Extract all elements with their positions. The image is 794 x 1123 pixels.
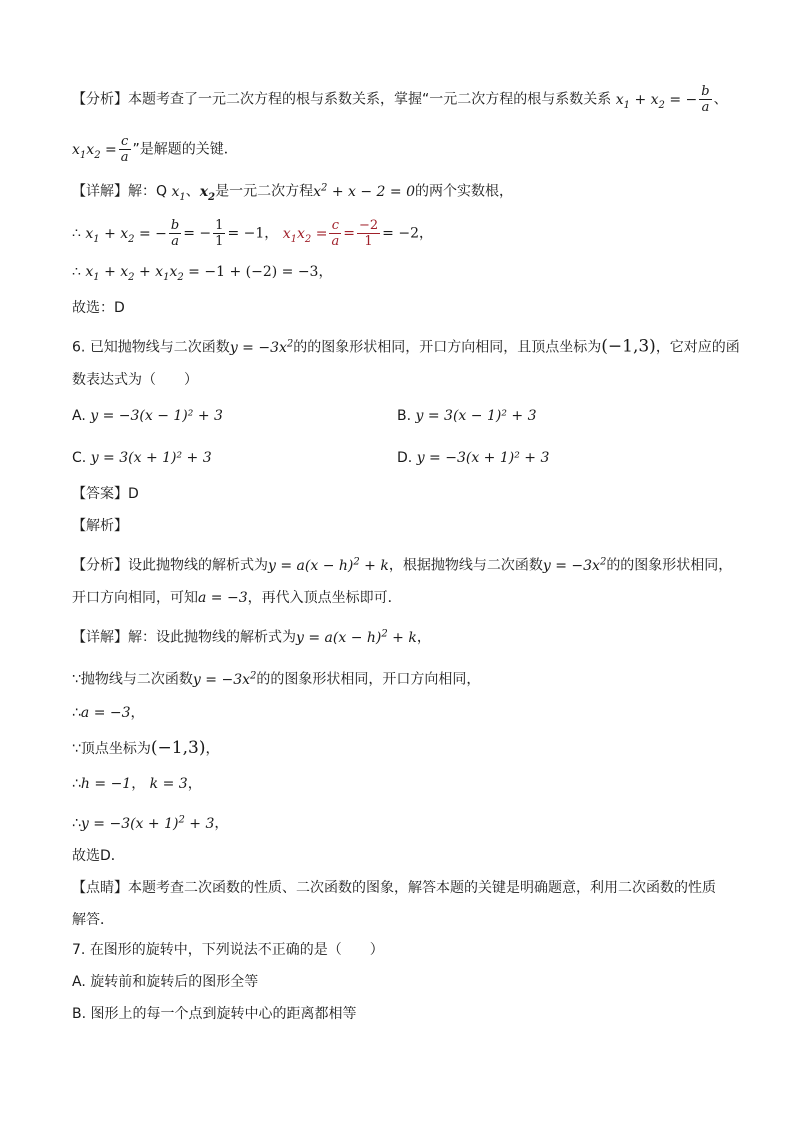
math-equation: $x^2 + x - 2 = 0$ (313, 182, 415, 200)
jiexi-6: 【解析】 (72, 518, 128, 534)
fraction-c-over-a: $\frac{c}{a}$ (120, 134, 129, 165)
conclusion-5: 故选：D (72, 300, 125, 316)
analysis-text-end: ”是解题的关键． (132, 141, 238, 158)
detail-6-line-4: ∵顶点坐标为(−1,3)， (72, 738, 220, 758)
question-6-line-2: 数表达式为（ ） (72, 372, 198, 388)
option-c[interactable]: C. y = 3(x + 1)² + 3 (72, 450, 212, 466)
since-glyph: Q (156, 183, 168, 200)
detail-6-line-6: ∴y = $-3(x + 1)^2 + 3$， (72, 814, 229, 832)
math-product-roots: $x_1x_2$ = (72, 141, 117, 161)
fraction-b-over-a: $\frac{b}{a}$ (701, 84, 710, 115)
detail-label: 【详解】 (72, 183, 128, 200)
analysis-line-1: 【分析】本题考查了一元二次方程的根与系数关系，掌握“一元二次方程的根与系数关系 $x_1 + x_2$ = − $\frac{b}{a}$ 、 (72, 84, 728, 115)
q7-option-a[interactable]: A. 旋转前和旋转后的图形全等 (72, 974, 259, 990)
comment-6-line-2: 解答． (72, 912, 114, 928)
detail-6-line-1: 【详解】解：设此抛物线的解析式为$y = a(x - h)^2 + k$， (72, 628, 431, 646)
detail-line-2: ∴ $x_1 + x_2$ = − $\frac{b}{a}$ = − $\frac{1}{1}$ = −1， $x_1x_2$ = $\frac{c}{a}$ = $\frac{-2}{1}$ = −2， (72, 218, 433, 249)
detail-6-line-5: ∴h = −1， k = 3， (72, 776, 202, 792)
detail-line-1: 【详解】解：Q $x_1$、$x_2$是一元二次方程$x^2 + x - 2 = 0$的两个实数根， (72, 182, 513, 203)
analysis-6-line-2: 开口方向相同，可知a = −3，再代入顶点坐标即可． (72, 590, 402, 606)
analysis-label: 【分析】 (72, 91, 128, 108)
detail-6-line-2: ∵抛物线与二次函数$y = -3x^2$的的图象形状相同，开口方向相同， (72, 670, 481, 688)
answer-6: 【答案】D (72, 486, 139, 502)
question-6-line-1: 6. 已知抛物线与二次函数$y = -3x^2$的的图象形状相同，开口方向相同，且顶点坐标为(−1,3)，它对应的函 (72, 336, 740, 357)
option-b[interactable]: B. y = 3(x − 1)² + 3 (397, 408, 537, 424)
q7-option-b[interactable]: B. 图形上的每一个点到旋转中心的距离都相等 (72, 1006, 357, 1022)
question-7: 7. 在图形的旋转中，下列说法不正确的是（ ） (72, 942, 384, 958)
detail-line-3: ∴ $x_1 + x_2 + x_1x_2 = -1 + (-2) = -3$， (72, 264, 333, 283)
math-sum-roots: $x_1 + x_2$ = − (615, 91, 698, 111)
analysis-text: 本题考查了一元二次方程的根与系数关系，掌握“一元二次方程的根与系数关系 (128, 91, 612, 108)
conclusion-6: 故选D． (72, 848, 125, 864)
option-a[interactable]: A. y = −3(x − 1)² + 3 (72, 408, 223, 424)
detail-6-line-3: ∴a = −3， (72, 705, 145, 721)
analysis-6-line-1: 【分析】设此抛物线的解析式为$y = a(x - h)^2 + k$，根据抛物线与二次函数$y = -3x^2$的的图象形状相同， (72, 556, 733, 574)
math-product-red: $x_1x_2$ = (282, 225, 328, 245)
comment-6-line-1: 【点睛】本题考查二次函数的性质、二次函数的图象，解答本题的关键是明确题意，利用二次函数的性质 (72, 880, 716, 896)
option-d[interactable]: D. y = −3(x + 1)² + 3 (397, 450, 550, 466)
question-number: 6. (72, 339, 86, 356)
analysis-line-2 (72, 134, 238, 165)
